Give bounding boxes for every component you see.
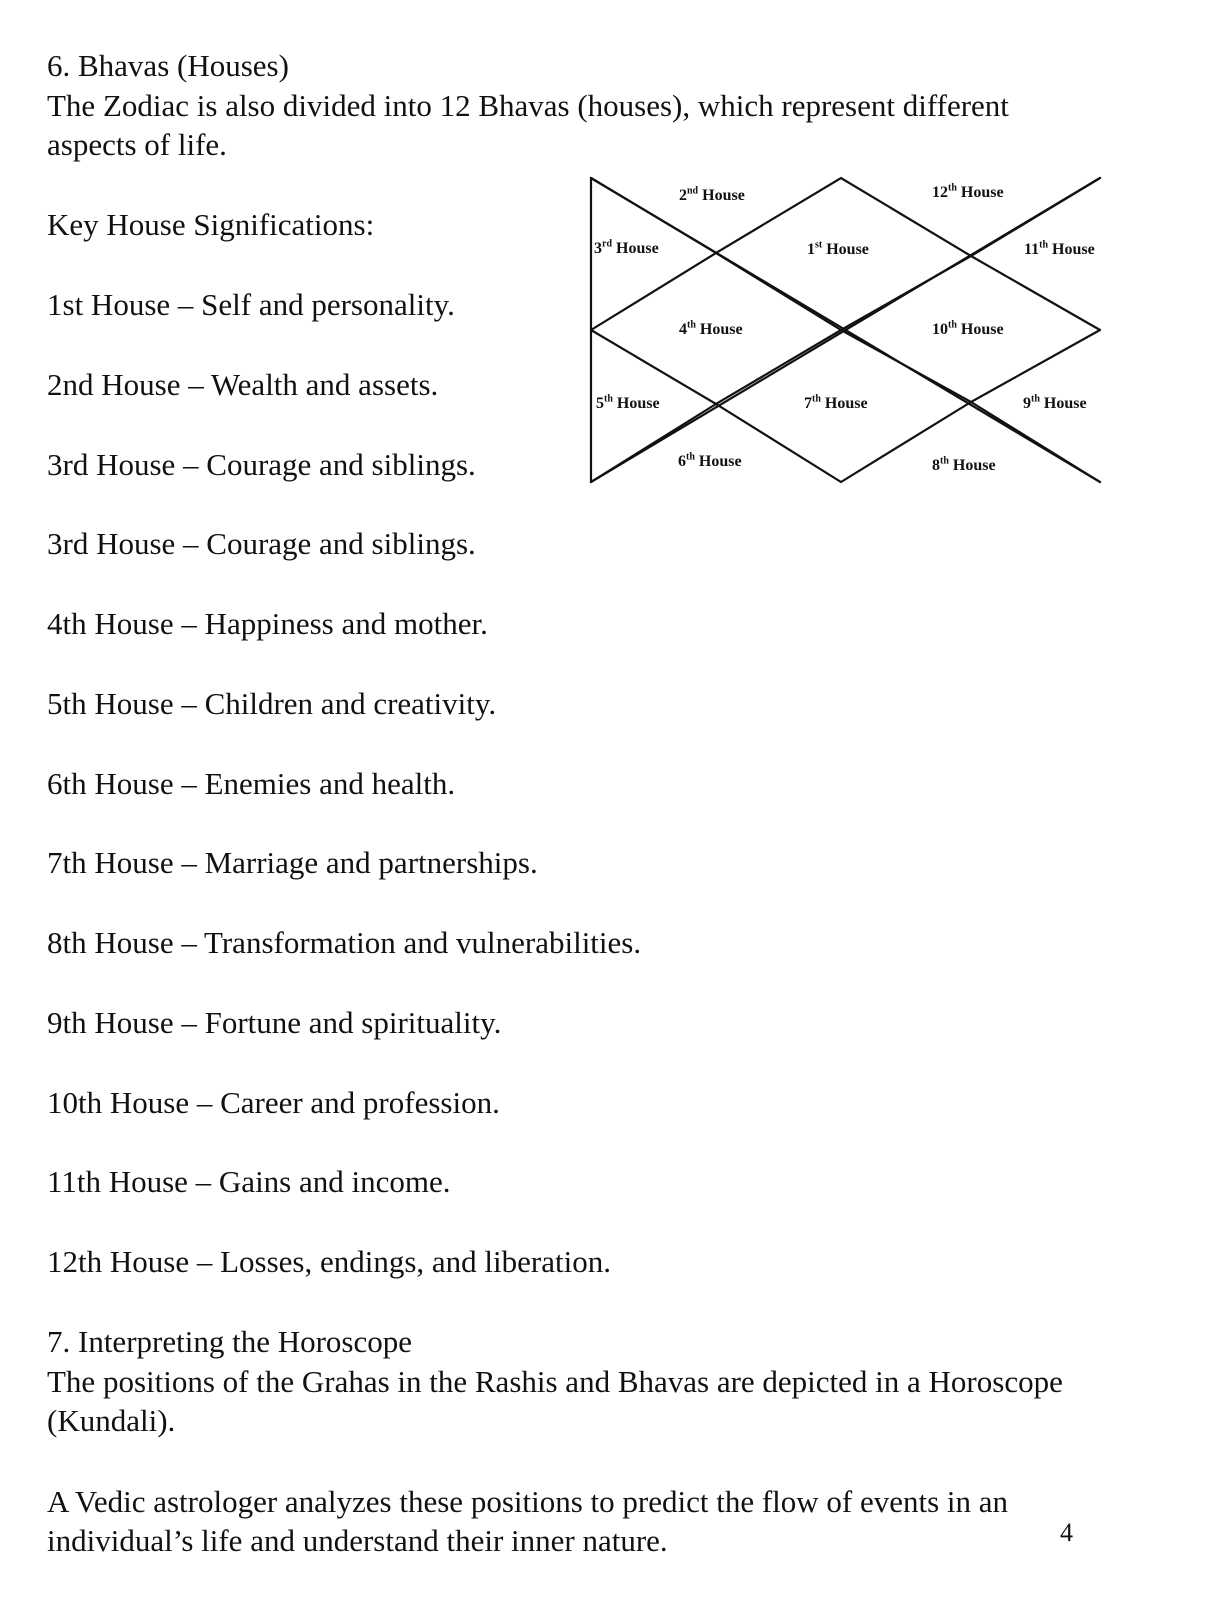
chart-label-1st-house: 1st House (807, 239, 869, 258)
chart-label-2nd-house: 2nd House (679, 185, 745, 204)
astrologer-text-line: individual’s life and understand their inner nature. (47, 1523, 668, 1558)
chart-label-6th-house: 6th House (678, 451, 742, 470)
page-number: 4 (1060, 1518, 1073, 1547)
house-item-3-duplicate: 3rd House – Courage and siblings. (47, 526, 476, 561)
house-item-1: 1st House – Self and personality. (47, 287, 455, 322)
house-chart-lines (597, 176, 1112, 488)
chart-label-10th-house: 10th House (932, 319, 1004, 338)
chart-label-7th-house: 7th House (804, 393, 868, 412)
chart-label-4th-house: 4th House (679, 319, 743, 338)
chart-label-8th-house: 8th House (932, 455, 996, 474)
house-item-11: 11th House – Gains and income. (47, 1164, 451, 1199)
chart-zigzag-mid-lower (591, 330, 1100, 404)
section-heading-bhavas: 6. Bhavas (Houses) (47, 48, 289, 83)
house-item-4: 4th House – Happiness and mother. (47, 606, 488, 641)
chart-zigzag-bottom (591, 402, 1100, 482)
house-item-10: 10th House – Career and profession. (47, 1085, 500, 1120)
chart-zigzag-mid-upper (591, 253, 1100, 330)
house-item-6: 6th House – Enemies and health. (47, 766, 456, 801)
chart-label-12th-house: 12th House (932, 182, 1004, 201)
chart-label-9th-house: 9th House (1023, 393, 1087, 412)
horoscope-text-line: The positions of the Grahas in the Rashis and Bhavas are depicted in a Horoscope (47, 1364, 1063, 1399)
house-item-8: 8th House – Transformation and vulnerabilities. (47, 925, 642, 960)
astrologer-text-line: A Vedic astrologer analyzes these positions to predict the flow of events in an (47, 1484, 1009, 1519)
chart-label-11th-house: 11th House (1024, 239, 1095, 258)
chart-label-3rd-house: 3rd House (594, 238, 659, 257)
house-item-2: 2nd House – Wealth and assets. (47, 367, 439, 402)
house-item-7: 7th House – Marriage and partnerships. (47, 845, 538, 880)
horoscope-text-line: (Kundali). (47, 1403, 176, 1438)
section-heading-interpreting: 7. Interpreting the Horoscope (47, 1324, 412, 1359)
chart-label-5th-house: 5th House (596, 393, 660, 412)
house-item-9: 9th House – Fortune and spirituality. (47, 1005, 502, 1040)
intro-text-line: aspects of life. (47, 127, 227, 162)
intro-text-line: The Zodiac is also divided into 12 Bhavas (houses), which represent different (47, 88, 1009, 123)
key-house-heading: Key House Significations: (47, 207, 375, 242)
house-chart-diagram (594, 176, 1112, 488)
house-item-5: 5th House – Children and creativity. (47, 686, 497, 721)
house-item-12: 12th House – Losses, endings, and liberation. (47, 1244, 611, 1279)
house-item-3: 3rd House – Courage and siblings. (47, 447, 476, 482)
